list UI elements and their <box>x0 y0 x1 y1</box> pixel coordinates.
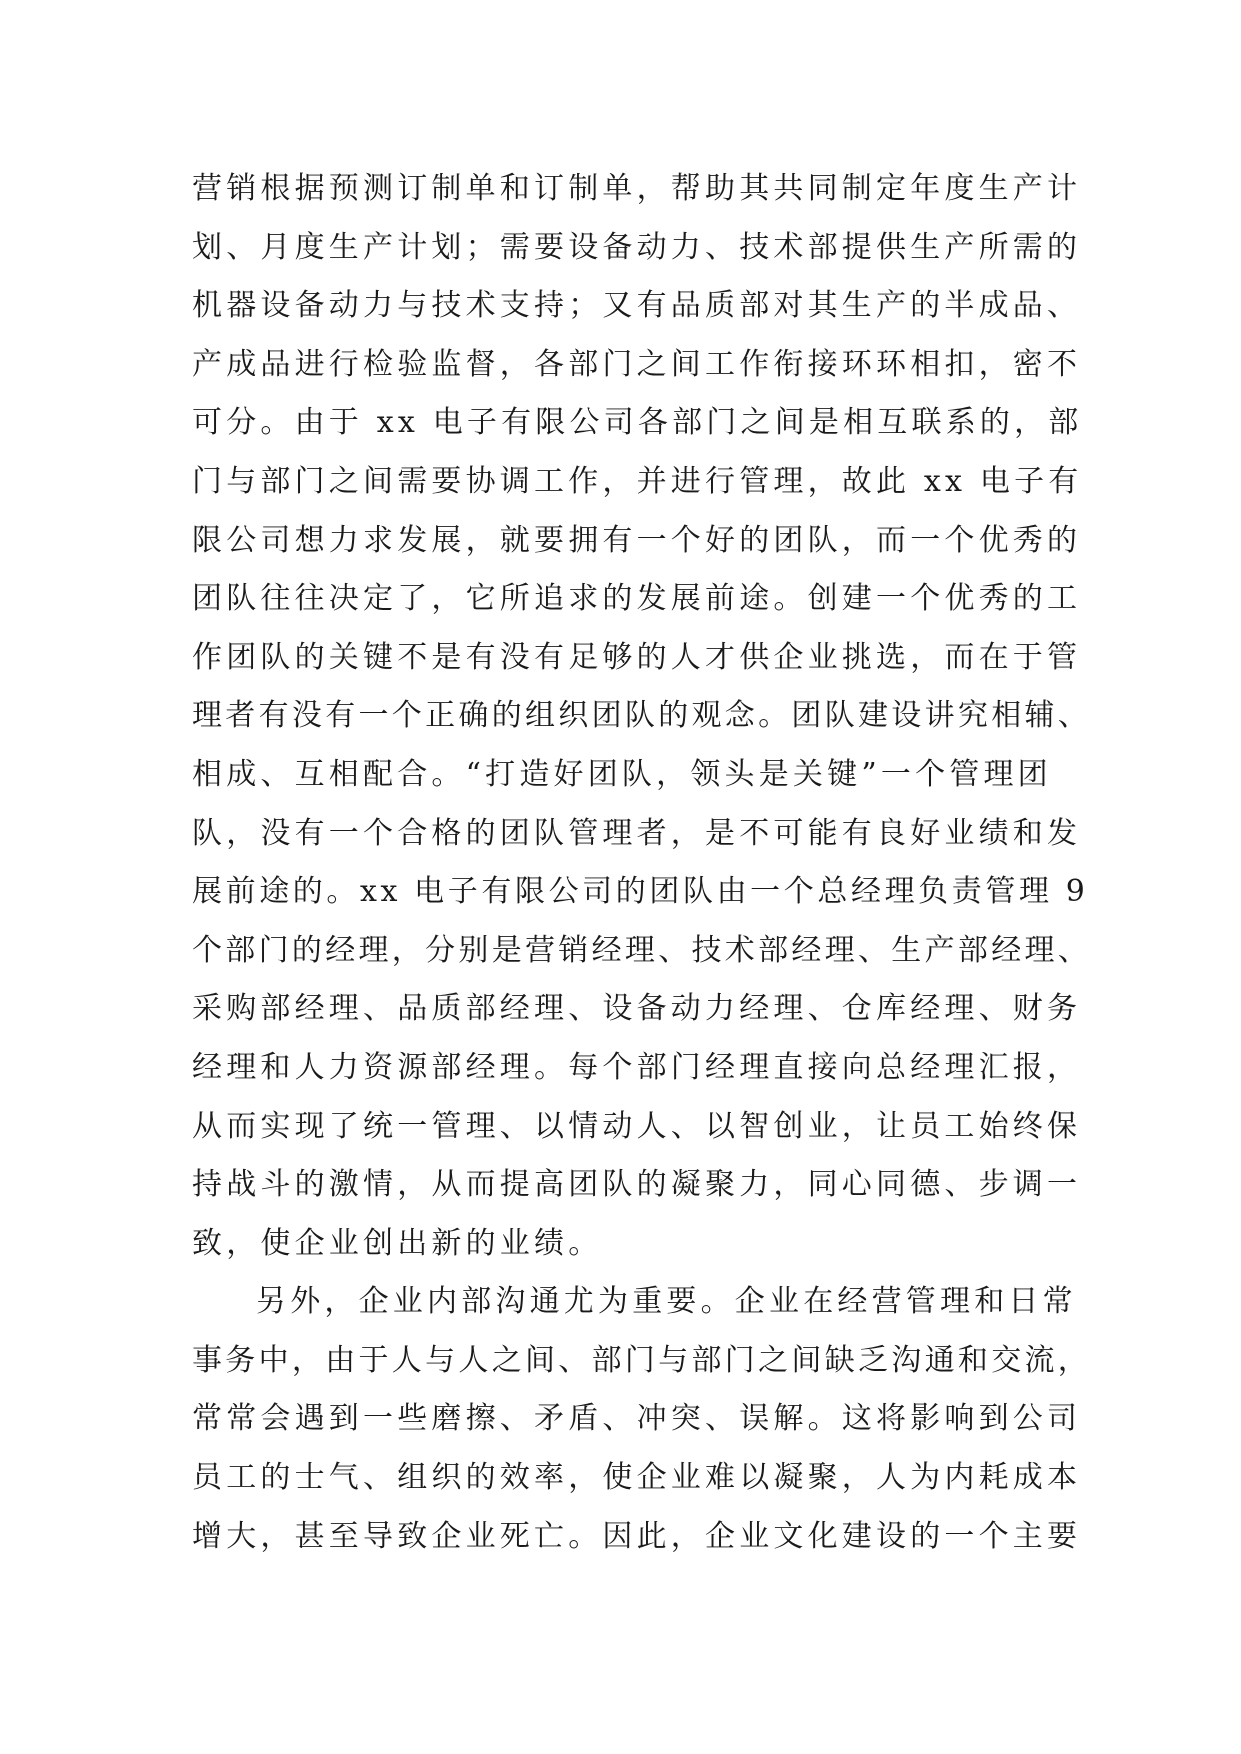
text-line: 相成、互相配合。“打造好团队，领头是关键”一个管理团 <box>192 756 1052 792</box>
paragraph-first-line: 另外，企业内部沟通尤为重要。企业在经营管理和日常 <box>256 1284 1077 1320</box>
text-line: 经理和人力资源部经理。每个部门经理直接向总经理汇报， <box>192 1049 1082 1085</box>
text-line: 员工的士气、组织的效率，使企业难以凝聚，人为内耗成本 <box>192 1460 1082 1496</box>
text-line: 持战斗的激情，从而提高团队的凝聚力，同心同德、步调一 <box>192 1167 1082 1203</box>
text-line: 致，使企业创出新的业绩。 <box>192 1225 603 1261</box>
text-line: 产成品进行检验监督，各部门之间工作衔接环环相扣，密不 <box>192 346 1082 382</box>
text-line: 理者有没有一个正确的组织团队的观念。团队建设讲究相辅、 <box>192 698 1092 734</box>
text-line: 限公司想力求发展，就要拥有一个好的团队，而一个优秀的 <box>192 522 1082 558</box>
text-line: 个部门的经理，分别是营销经理、技术部经理、生产部经理、 <box>192 932 1092 968</box>
text-line: 采购部经理、品质部经理、设备动力经理、仓库经理、财务 <box>192 991 1082 1027</box>
text-line: 可分。由于 xx 电子有限公司各部门之间是相互联系的，部 <box>192 405 1083 441</box>
text-line: 常常会遇到一些磨擦、矛盾、冲突、误解。这将影响到公司 <box>192 1401 1082 1437</box>
text-line: 机器设备动力与技术支持；又有品质部对其生产的半成品、 <box>192 288 1082 324</box>
text-line: 从而实现了统一管理、以情动人、以智创业，让员工始终保 <box>192 1108 1082 1144</box>
text-line: 门与部门之间需要协调工作，并进行管理，故此 xx 电子有 <box>192 463 1083 499</box>
text-line: 团队往往决定了，它所追求的发展前途。创建一个优秀的工 <box>192 581 1082 617</box>
text-line: 作团队的关键不是有没有足够的人才供企业挑选，而在于管 <box>192 639 1082 675</box>
text-line: 增大，甚至导致企业死亡。因此，企业文化建设的一个主要 <box>192 1518 1082 1554</box>
text-line: 队，没有一个合格的团队管理者，是不可能有良好业绩和发 <box>192 815 1082 851</box>
body-text <box>192 160 1092 1566</box>
text-line: 划、月度生产计划；需要设备动力、技术部提供生产所需的 <box>192 229 1082 265</box>
text-line: 营销根据预测订制单和订制单，帮助其共同制定年度生产计 <box>192 171 1082 206</box>
text-line: 展前途的。xx 电子有限公司的团队由一个总经理负责管理 9 <box>192 874 1089 910</box>
text-line: 事务中，由于人与人之间、部门与部门之间缺乏沟通和交流， <box>192 1342 1092 1378</box>
